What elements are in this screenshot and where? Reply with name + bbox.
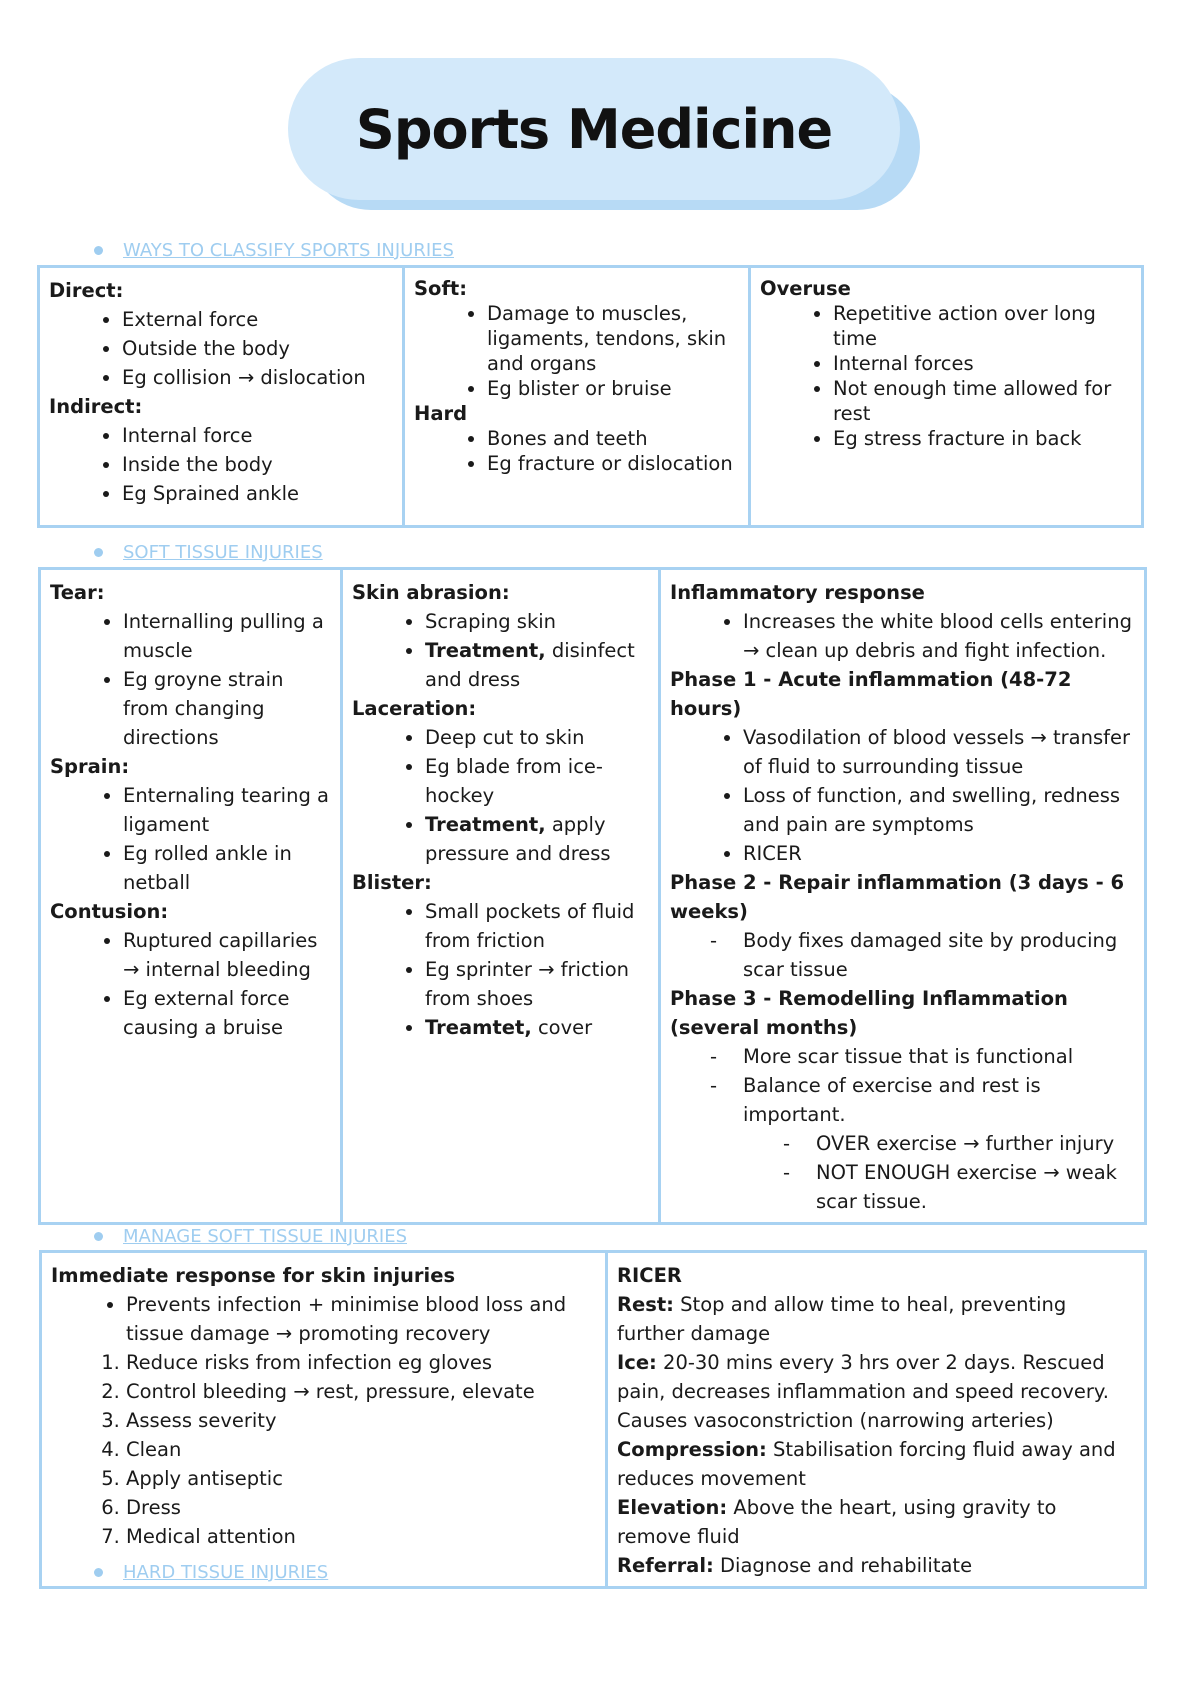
tear-list — [50, 607, 332, 752]
title-banner — [288, 58, 920, 210]
list-item: • Internal forces — [833, 351, 1133, 376]
list-item: • Bones and teeth — [487, 426, 740, 451]
direct-label: Direct: — [49, 279, 124, 302]
ricer-key: Rest: — [617, 1293, 674, 1316]
ricer-key: Referral: — [617, 1554, 714, 1577]
section-heading-text: MANAGE SOFT TISSUE INJURIES — [123, 1225, 407, 1247]
list-item: • Repetitive action over long time — [833, 301, 1133, 351]
list-item: • External force — [122, 305, 394, 334]
ricer-value: Diagnose and rehabilitate — [713, 1554, 973, 1577]
laceration-list — [352, 723, 650, 868]
soft-list — [414, 301, 740, 401]
section-heading-classify — [94, 238, 454, 262]
treatment-text: cover — [531, 1016, 593, 1039]
list-item: • Eg collision → dislocation — [122, 363, 394, 392]
section-heading-hard — [94, 1560, 328, 1584]
abrasion-label: Skin abrasion: — [352, 581, 510, 604]
list-item: • Vasodilation of blood vessels → transfer of fluid to surrounding tissue — [743, 723, 1136, 781]
indirect-label: Indirect: — [49, 395, 143, 418]
treatment-bold: Treatment, — [425, 813, 546, 836]
list-item: • Eg blade from ice-hockey — [425, 752, 650, 810]
list-item: • Enternaling tearing a ligament — [123, 781, 332, 839]
ricer-key: Ice: — [617, 1351, 657, 1374]
classify-direct-cell — [39, 267, 404, 527]
ricer-value: Stop and allow time to heal, preventing further damage — [617, 1293, 1067, 1345]
contusion-list — [50, 926, 332, 1042]
ricer-value: 20-30 mins every 3 hrs over 2 days. Rescued pain, decreases inflammation and speed recovery. Causes vasoconstriction (narrowing arteries) — [617, 1351, 1109, 1432]
bullet-dot — [94, 548, 103, 557]
laceration-label: Laceration: — [352, 697, 477, 720]
list-item: • Deep cut to skin — [425, 723, 650, 752]
list-item: 7. Medical attention — [126, 1522, 597, 1551]
manage-table — [39, 1250, 1147, 1589]
phase2-label: Phase 2 - Repair inflammation (3 days - 6 weeks) — [670, 871, 1125, 923]
ricer-compression — [617, 1435, 1136, 1493]
list-item: • Not enough time allowed for rest — [833, 376, 1133, 426]
section-heading-text: WAYS TO CLASSIFY SPORTS INJURIES — [123, 239, 454, 261]
bullet-dot — [94, 246, 103, 255]
classify-soft-hard-cell — [404, 267, 750, 527]
list-item: • Internalling pulling a muscle — [123, 607, 332, 665]
treatment-text: disinfect and dress — [425, 639, 635, 691]
ricer-key: Elevation: — [617, 1496, 728, 1519]
phase3-label: Phase 3 - Remodelling Inflammation (several months) — [670, 987, 1068, 1039]
ricer-rest — [617, 1290, 1136, 1348]
ricer-key: Compression: — [617, 1438, 767, 1461]
soft-label: Soft: — [414, 277, 468, 300]
ricer-elevation — [617, 1493, 1136, 1551]
overuse-label: Overuse — [760, 277, 851, 300]
tear-label: Tear: — [50, 581, 105, 604]
overuse-list — [760, 301, 1133, 451]
immediate-bullet-list — [51, 1290, 597, 1348]
indirect-list — [49, 421, 394, 508]
list-item: 5. Apply antiseptic — [126, 1464, 597, 1493]
classify-overuse-cell — [750, 267, 1143, 527]
list-item: • Loss of function, and swelling, redness and pain are symptoms — [743, 781, 1136, 839]
ricer-label: RICER — [617, 1264, 682, 1287]
contusion-label: Contusion: — [50, 900, 169, 923]
list-item: • Increases the white blood cells entering → clean up debris and fight infection. — [743, 607, 1136, 665]
soft-col-2 — [342, 569, 660, 1224]
treatment-bold: Treamtet, — [425, 1016, 532, 1039]
phase3-list — [670, 1042, 1136, 1129]
list-item: • Small pockets of fluid from friction — [425, 897, 650, 955]
list-item: • Eg sprinter → friction from shoes — [425, 955, 650, 1013]
immediate-steps-list — [51, 1348, 597, 1551]
list-item: • Scraping skin — [425, 607, 650, 636]
hard-list — [414, 426, 740, 476]
list-item: - OVER exercise → further injury — [816, 1129, 1136, 1158]
list-item: - Body fixes damaged site by producing scar tissue — [743, 926, 1136, 984]
ricer-ice — [617, 1348, 1136, 1435]
list-item: • Prevents infection + minimise blood loss and tissue damage → promoting recovery — [126, 1290, 597, 1348]
inflammatory-label: Inflammatory response — [670, 581, 925, 604]
list-item: • Eg fracture or dislocation — [487, 451, 740, 476]
direct-list — [49, 305, 394, 392]
inflammatory-list — [670, 607, 1136, 665]
soft-tissue-table — [38, 567, 1147, 1225]
list-item: • Eg stress fracture in back — [833, 426, 1133, 451]
treatment-text: apply pressure and dress — [425, 813, 611, 865]
list-item: 2. Control bleeding → rest, pressure, elevate — [126, 1377, 597, 1406]
list-item: • Eg blister or bruise — [487, 376, 740, 401]
blister-label: Blister: — [352, 871, 432, 894]
soft-col-1 — [40, 569, 342, 1224]
list-item: - Balance of exercise and rest is important. — [743, 1071, 1136, 1129]
abrasion-list — [352, 607, 650, 694]
list-item — [425, 636, 650, 694]
soft-col-3 — [660, 569, 1146, 1224]
ricer-value: Stabilisation forcing fluid away and reduces movement — [617, 1438, 1116, 1490]
list-item: 6. Dress — [126, 1493, 597, 1522]
ricer-referral — [617, 1551, 1136, 1580]
immediate-label: Immediate response for skin injuries — [51, 1264, 456, 1287]
blister-list — [352, 897, 650, 1042]
hard-label: Hard — [414, 402, 468, 425]
page-title: Sports Medicine — [355, 97, 833, 161]
list-item: - NOT ENOUGH exercise → weak scar tissue. — [816, 1158, 1136, 1216]
sprain-list — [50, 781, 332, 897]
section-heading-text: SOFT TISSUE INJURIES — [123, 541, 323, 563]
list-item: 4. Clean — [126, 1435, 597, 1464]
list-item: • Inside the body — [122, 450, 394, 479]
list-item: • Ruptured capillaries → internal bleeding — [123, 926, 332, 984]
phase1-list — [670, 723, 1136, 868]
classify-table — [37, 265, 1144, 528]
section-heading-soft — [94, 540, 323, 564]
list-item: • Eg groyne strain from changing directions — [123, 665, 332, 752]
phase3-sub-list — [670, 1129, 1136, 1216]
phase2-list — [670, 926, 1136, 984]
list-item: • Eg external force causing a bruise — [123, 984, 332, 1042]
treatment-bold: Treatment, — [425, 639, 546, 662]
list-item: 1. Reduce risks from infection eg gloves — [126, 1348, 597, 1377]
ricer-value: Above the heart, using gravity to remove fluid — [617, 1496, 1057, 1548]
list-item: • Eg Sprained ankle — [122, 479, 394, 508]
list-item: • Outside the body — [122, 334, 394, 363]
list-item: 3. Assess severity — [126, 1406, 597, 1435]
list-item: - More scar tissue that is functional — [743, 1042, 1136, 1071]
list-item: • RICER — [743, 839, 1136, 868]
phase1-label: Phase 1 - Acute inflammation (48-72 hours) — [670, 668, 1072, 720]
immediate-response-cell — [41, 1252, 607, 1588]
bullet-dot — [94, 1568, 103, 1577]
list-item — [425, 1013, 650, 1042]
section-heading-text: HARD TISSUE INJURIES — [123, 1561, 329, 1583]
section-heading-manage — [94, 1224, 407, 1248]
sprain-label: Sprain: — [50, 755, 130, 778]
list-item: • Internal force — [122, 421, 394, 450]
list-item: • Damage to muscles, ligaments, tendons, skin and organs — [487, 301, 740, 376]
ricer-cell — [607, 1252, 1146, 1588]
bullet-dot — [94, 1232, 103, 1241]
list-item — [425, 810, 650, 868]
list-item: • Eg rolled ankle in netball — [123, 839, 332, 897]
